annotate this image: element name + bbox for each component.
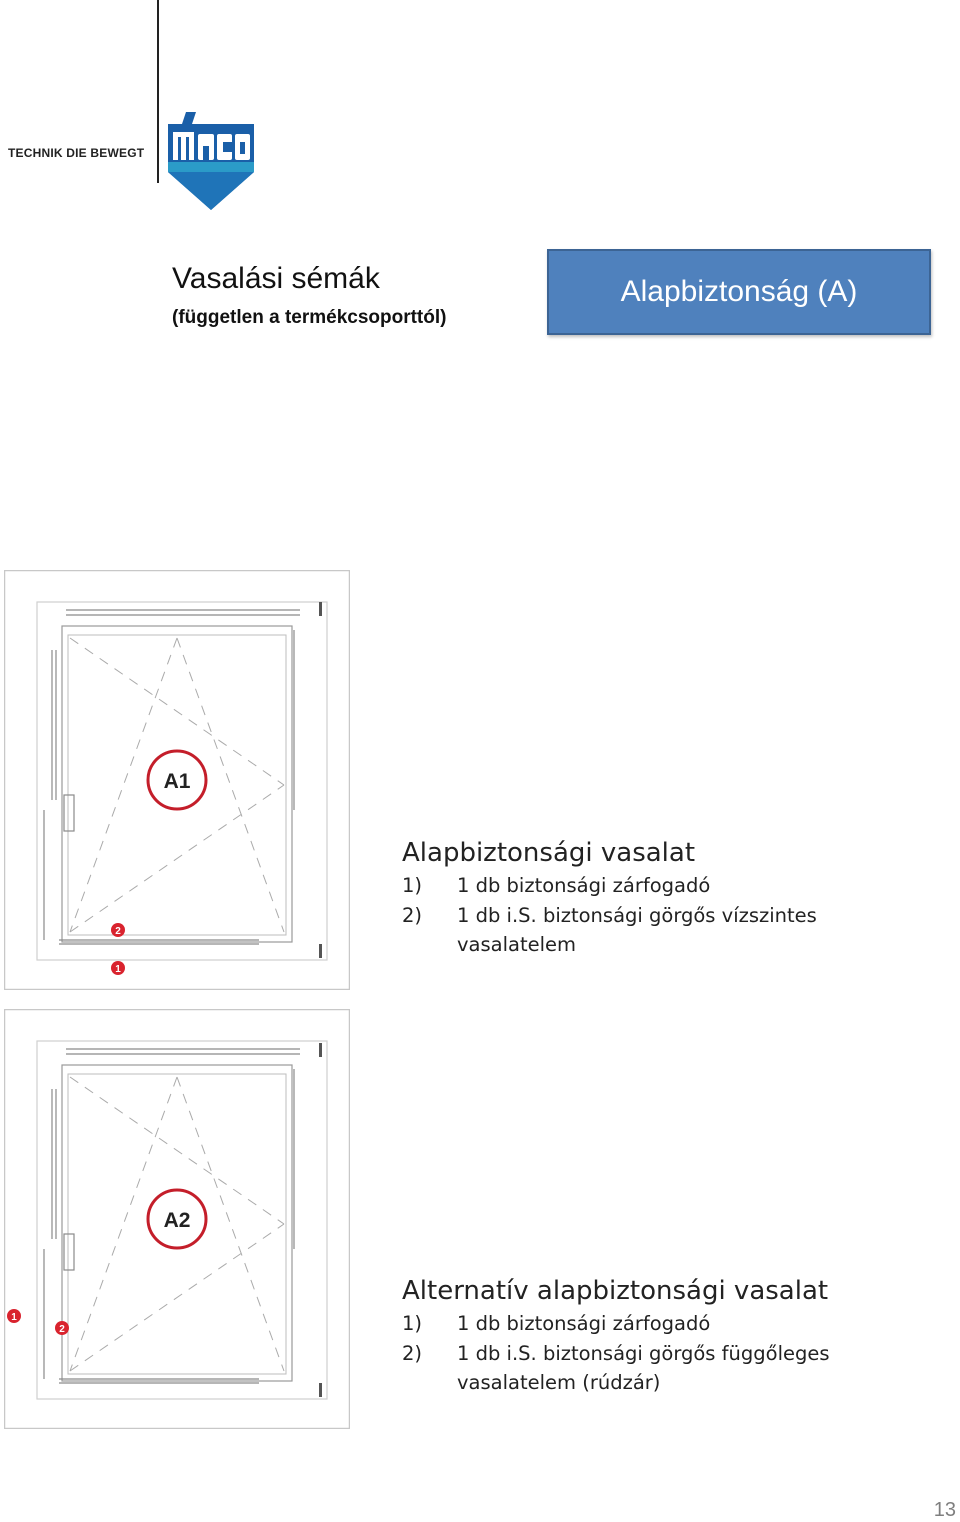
item-text: 1 db biztonsági zárfogadó [457, 874, 711, 897]
section-heading: Alternatív alapbiztonsági vasalat [402, 1276, 829, 1306]
marker-2-a1: 2 [115, 926, 121, 937]
window-diagram-a2 [4, 1009, 350, 1429]
list-item [402, 871, 877, 901]
item-number: 1) [402, 874, 423, 897]
maco-logo [164, 104, 258, 212]
diagram-label-a2: A2 [163, 1209, 191, 1232]
item-text: 1 db biztonsági zárfogadó [457, 1312, 711, 1335]
marker-1-a1: 1 [115, 964, 121, 975]
list-item [402, 1339, 877, 1398]
item-text: 1 db i.S. biztonsági görgős függőleges vasalatelem (rúdzár) [457, 1341, 830, 1394]
category-badge: Alapbiztonság (A) [547, 249, 931, 335]
company-tagline: TECHNIK DIE BEWEGT [8, 146, 145, 160]
marker-2-a2: 2 [59, 1324, 65, 1335]
description-a1 [402, 838, 877, 960]
page-title: Vasalási sémák [172, 262, 380, 295]
item-text: 1 db i.S. biztonsági görgős vízszintes vasalatelem [457, 903, 817, 956]
description-a2 [402, 1276, 877, 1398]
item-number: 2) [402, 903, 423, 927]
section-heading: Alapbiztonsági vasalat [402, 838, 696, 868]
window-diagram-a1 [4, 570, 350, 990]
page-number: 13 [933, 1499, 956, 1521]
item-number: 2) [402, 1341, 423, 1365]
list-item [402, 901, 877, 960]
list-item [402, 1309, 877, 1339]
header-divider [157, 0, 159, 183]
marker-1-a2: 1 [11, 1312, 17, 1323]
page-subtitle: (független a termékcsoporttól) [172, 307, 447, 328]
item-number: 1) [402, 1312, 423, 1335]
diagram-label-a1: A1 [163, 770, 191, 793]
